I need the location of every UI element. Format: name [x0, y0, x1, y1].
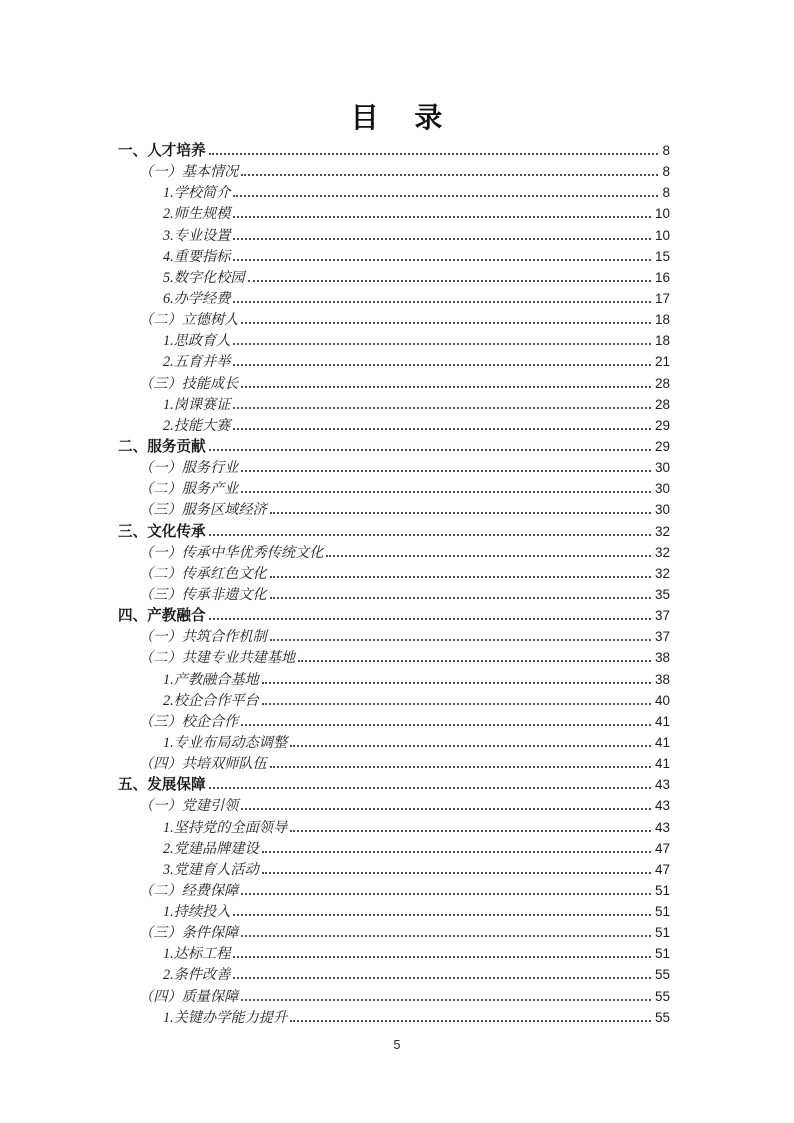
toc-entry-label: 1.坚持党的全面领导 — [163, 819, 288, 836]
toc-entry-label: 2.师生规模 — [163, 206, 231, 223]
toc-entry[interactable] — [118, 457, 670, 478]
toc-entry[interactable] — [118, 669, 670, 690]
toc-entry-label: 1.岗课赛证 — [163, 396, 231, 413]
dot-leader — [241, 724, 651, 726]
toc-entry-page: 10 — [654, 227, 670, 243]
dot-leader — [233, 216, 651, 218]
toc-entry[interactable] — [118, 584, 670, 605]
dot-leader — [209, 787, 651, 789]
toc-entry-label: 2.五育并举 — [163, 354, 231, 371]
toc-entry-label: （一）传承中华优秀传统文化 — [139, 544, 324, 561]
dot-leader — [262, 682, 651, 684]
toc-entry[interactable] — [118, 373, 670, 394]
toc-entry-page: 43 — [654, 819, 670, 835]
dot-leader — [241, 470, 651, 472]
toc-entry-page: 55 — [654, 967, 670, 983]
toc-entry[interactable] — [118, 922, 670, 943]
toc-entry[interactable] — [118, 182, 670, 203]
toc-entry[interactable] — [118, 647, 670, 668]
dot-leader — [241, 893, 651, 895]
toc-entry[interactable] — [118, 351, 670, 372]
toc-entry-page: 32 — [654, 523, 670, 539]
toc-entry-page: 30 — [654, 502, 670, 518]
dot-leader — [270, 512, 651, 514]
page-title: 目 录 — [350, 102, 444, 133]
toc-entry-label: 2.技能大赛 — [163, 417, 231, 434]
dot-leader — [290, 830, 651, 832]
toc-entry[interactable] — [118, 1007, 670, 1028]
dot-leader — [209, 618, 651, 620]
dot-leader — [290, 1020, 651, 1022]
toc-entry-label: 1.关键办学能力提升 — [163, 1009, 288, 1026]
toc-entry-label: 三、文化传承 — [118, 523, 206, 540]
dot-leader — [233, 407, 651, 409]
toc-entry-page: 40 — [654, 692, 670, 708]
toc-entry[interactable] — [118, 795, 670, 816]
toc-entry-page: 38 — [654, 650, 670, 666]
toc-entry-page: 15 — [654, 248, 670, 264]
dot-leader — [241, 174, 658, 176]
dot-leader — [241, 999, 651, 1001]
toc-entry-page: 28 — [654, 375, 670, 391]
toc-entry-label: 3.专业设置 — [163, 227, 231, 244]
toc-entry-page: 55 — [654, 988, 670, 1004]
toc-entry-label: 一、人才培养 — [118, 143, 206, 159]
toc-entry-page: 37 — [654, 608, 670, 624]
toc-entry-label: 5.数字化校园 — [163, 269, 245, 286]
toc-entry-page: 47 — [654, 840, 670, 856]
toc-entry-page: 8 — [662, 143, 670, 158]
toc-entry[interactable] — [118, 309, 670, 330]
dot-leader — [298, 660, 651, 662]
toc-entry[interactable] — [118, 521, 670, 542]
toc-entry-page: 8 — [662, 185, 670, 201]
dot-leader — [241, 386, 651, 388]
toc-entry[interactable] — [118, 943, 670, 964]
toc-entry[interactable] — [118, 901, 670, 922]
dot-leader — [209, 534, 651, 536]
dot-leader — [233, 343, 651, 345]
toc-entry-page: 47 — [654, 861, 670, 877]
toc-entry-page: 38 — [654, 671, 670, 687]
toc-entry[interactable] — [118, 225, 670, 246]
toc-entry-label: 3.党建育人活动 — [163, 861, 259, 878]
toc-entry-page: 29 — [654, 417, 670, 433]
toc-entry[interactable] — [118, 838, 670, 859]
dot-leader — [241, 491, 651, 493]
toc-entry-page: 18 — [654, 312, 670, 328]
dot-leader — [233, 238, 651, 240]
toc-entry[interactable] — [118, 986, 670, 1007]
toc-entry[interactable] — [118, 732, 670, 753]
toc-entry-label: 2.党建品牌建设 — [163, 840, 259, 857]
toc-entry-page: 8 — [662, 164, 670, 180]
toc-entry-label: （四）质量保障 — [139, 988, 239, 1005]
dot-leader — [209, 153, 659, 155]
toc-entry[interactable] — [118, 267, 670, 288]
toc-entry[interactable] — [118, 690, 670, 711]
toc-entry-label: （一）共筑合作机制 — [139, 629, 267, 646]
dot-leader — [241, 935, 651, 937]
toc-entry[interactable] — [118, 140, 670, 161]
dot-leader — [290, 745, 651, 747]
toc-entry-page: 30 — [654, 460, 670, 476]
dot-leader — [233, 301, 651, 303]
toc-entry[interactable] — [118, 817, 670, 838]
footer-page-number: 5 — [393, 1038, 401, 1052]
dot-leader — [326, 555, 651, 557]
toc-entry[interactable] — [118, 753, 670, 774]
toc-entry-page: 43 — [654, 798, 670, 814]
dot-leader — [233, 428, 651, 430]
toc-entry-page: 28 — [654, 396, 670, 412]
toc-entry-page: 21 — [654, 354, 670, 370]
toc-entry-page: 30 — [654, 481, 670, 497]
toc-entry[interactable] — [118, 203, 670, 224]
toc-entry-label: 五、发展保障 — [118, 777, 206, 794]
toc-entry-label: （二）服务产业 — [139, 481, 239, 498]
toc-entry-page: 51 — [654, 904, 670, 920]
dot-leader — [248, 280, 651, 282]
toc-entry-label: 1.持续投入 — [163, 904, 231, 921]
dot-leader — [233, 956, 651, 958]
toc-entry[interactable] — [118, 161, 670, 182]
dot-leader — [209, 449, 651, 451]
toc-entry-label: （三）校企合作 — [139, 713, 239, 730]
toc-entry-label: 1.专业布局动态调整 — [163, 734, 288, 751]
toc-entry-label: （二）传承红色文化 — [139, 565, 267, 582]
toc-entry[interactable] — [118, 859, 670, 880]
toc-entry[interactable] — [118, 774, 670, 795]
toc-entry[interactable] — [118, 711, 670, 732]
toc-entry-page: 32 — [654, 544, 670, 560]
toc-entry-page: 35 — [654, 586, 670, 602]
dot-leader — [262, 703, 651, 705]
toc-entry[interactable] — [118, 246, 670, 267]
toc-entry-page: 17 — [654, 290, 670, 306]
toc-entry[interactable] — [118, 605, 670, 626]
toc-entry[interactable] — [118, 394, 670, 415]
toc-entry-page: 41 — [654, 734, 670, 750]
toc-entry[interactable] — [118, 880, 670, 901]
toc-entry[interactable] — [118, 563, 670, 584]
dot-leader — [262, 872, 651, 874]
toc-entry-label: 四、产教融合 — [118, 608, 206, 625]
dot-leader — [270, 766, 651, 768]
toc-entry-page: 10 — [654, 206, 670, 222]
toc-entry-label: 2.条件改善 — [163, 967, 231, 984]
toc-entry-label: 6.办学经费 — [163, 290, 231, 307]
toc-entry-label: 4.重要指标 — [163, 248, 231, 265]
toc-entry-page: 32 — [654, 565, 670, 581]
toc-entry-label: 二、服务贡献 — [118, 438, 206, 455]
toc-entry-label: （二）共建专业共建基地 — [139, 650, 296, 667]
toc-entry-page: 16 — [654, 269, 670, 285]
toc-entry-page: 37 — [654, 629, 670, 645]
toc-entry-label: （三）技能成长 — [139, 375, 239, 392]
toc-entry-label: 1.思政育人 — [163, 333, 231, 350]
toc-entry[interactable] — [118, 330, 670, 351]
toc-entry-page: 55 — [654, 1009, 670, 1025]
toc-entry-label: （三）传承非遗文化 — [139, 586, 267, 603]
toc-entry-label: （二）立德树人 — [139, 312, 239, 329]
toc-entry-label: （一）党建引领 — [139, 798, 239, 815]
toc-entry-page: 41 — [654, 756, 670, 772]
dot-leader — [262, 851, 651, 853]
toc-entry[interactable] — [118, 542, 670, 563]
dot-leader — [270, 639, 651, 641]
toc-entry-label: （一）基本情况 — [139, 164, 239, 181]
toc-entry-page: 51 — [654, 925, 670, 941]
toc-entry-label: （四）共培双师队伍 — [139, 756, 267, 773]
toc-entry-page: 51 — [654, 946, 670, 962]
toc-entry[interactable] — [118, 478, 670, 499]
toc-entry-label: 2.校企合作平台 — [163, 692, 259, 709]
dot-leader — [233, 977, 651, 979]
toc-entry-page: 51 — [654, 882, 670, 898]
toc-entry-page: 29 — [654, 438, 670, 454]
toc-entry[interactable] — [118, 964, 670, 985]
toc-entry-label: 1.达标工程 — [163, 946, 231, 963]
toc-entry-label: 1.学校简介 — [163, 185, 231, 202]
dot-leader — [233, 914, 651, 916]
toc-entry[interactable] — [118, 626, 670, 647]
dot-leader — [241, 322, 651, 324]
toc-entry-label: 1.产教融合基地 — [163, 671, 259, 688]
table-of-contents — [118, 140, 670, 1028]
dot-leader — [233, 259, 651, 261]
toc-entry-page: 43 — [654, 777, 670, 793]
toc-entry-label: （二）经费保障 — [139, 882, 239, 899]
toc-entry[interactable] — [118, 288, 670, 309]
toc-entry-label: （三）服务区域经济 — [139, 502, 267, 519]
dot-leader — [233, 364, 651, 366]
toc-entry-page: 18 — [654, 333, 670, 349]
toc-entry-label: （一）服务行业 — [139, 460, 239, 477]
toc-entry[interactable] — [118, 415, 670, 436]
dot-leader — [241, 808, 651, 810]
dot-leader — [233, 195, 658, 197]
toc-entry-page: 41 — [654, 713, 670, 729]
dot-leader — [270, 576, 651, 578]
toc-entry[interactable] — [118, 499, 670, 520]
toc-entry-label: （三）条件保障 — [139, 925, 239, 942]
toc-entry[interactable] — [118, 436, 670, 457]
dot-leader — [270, 597, 651, 599]
